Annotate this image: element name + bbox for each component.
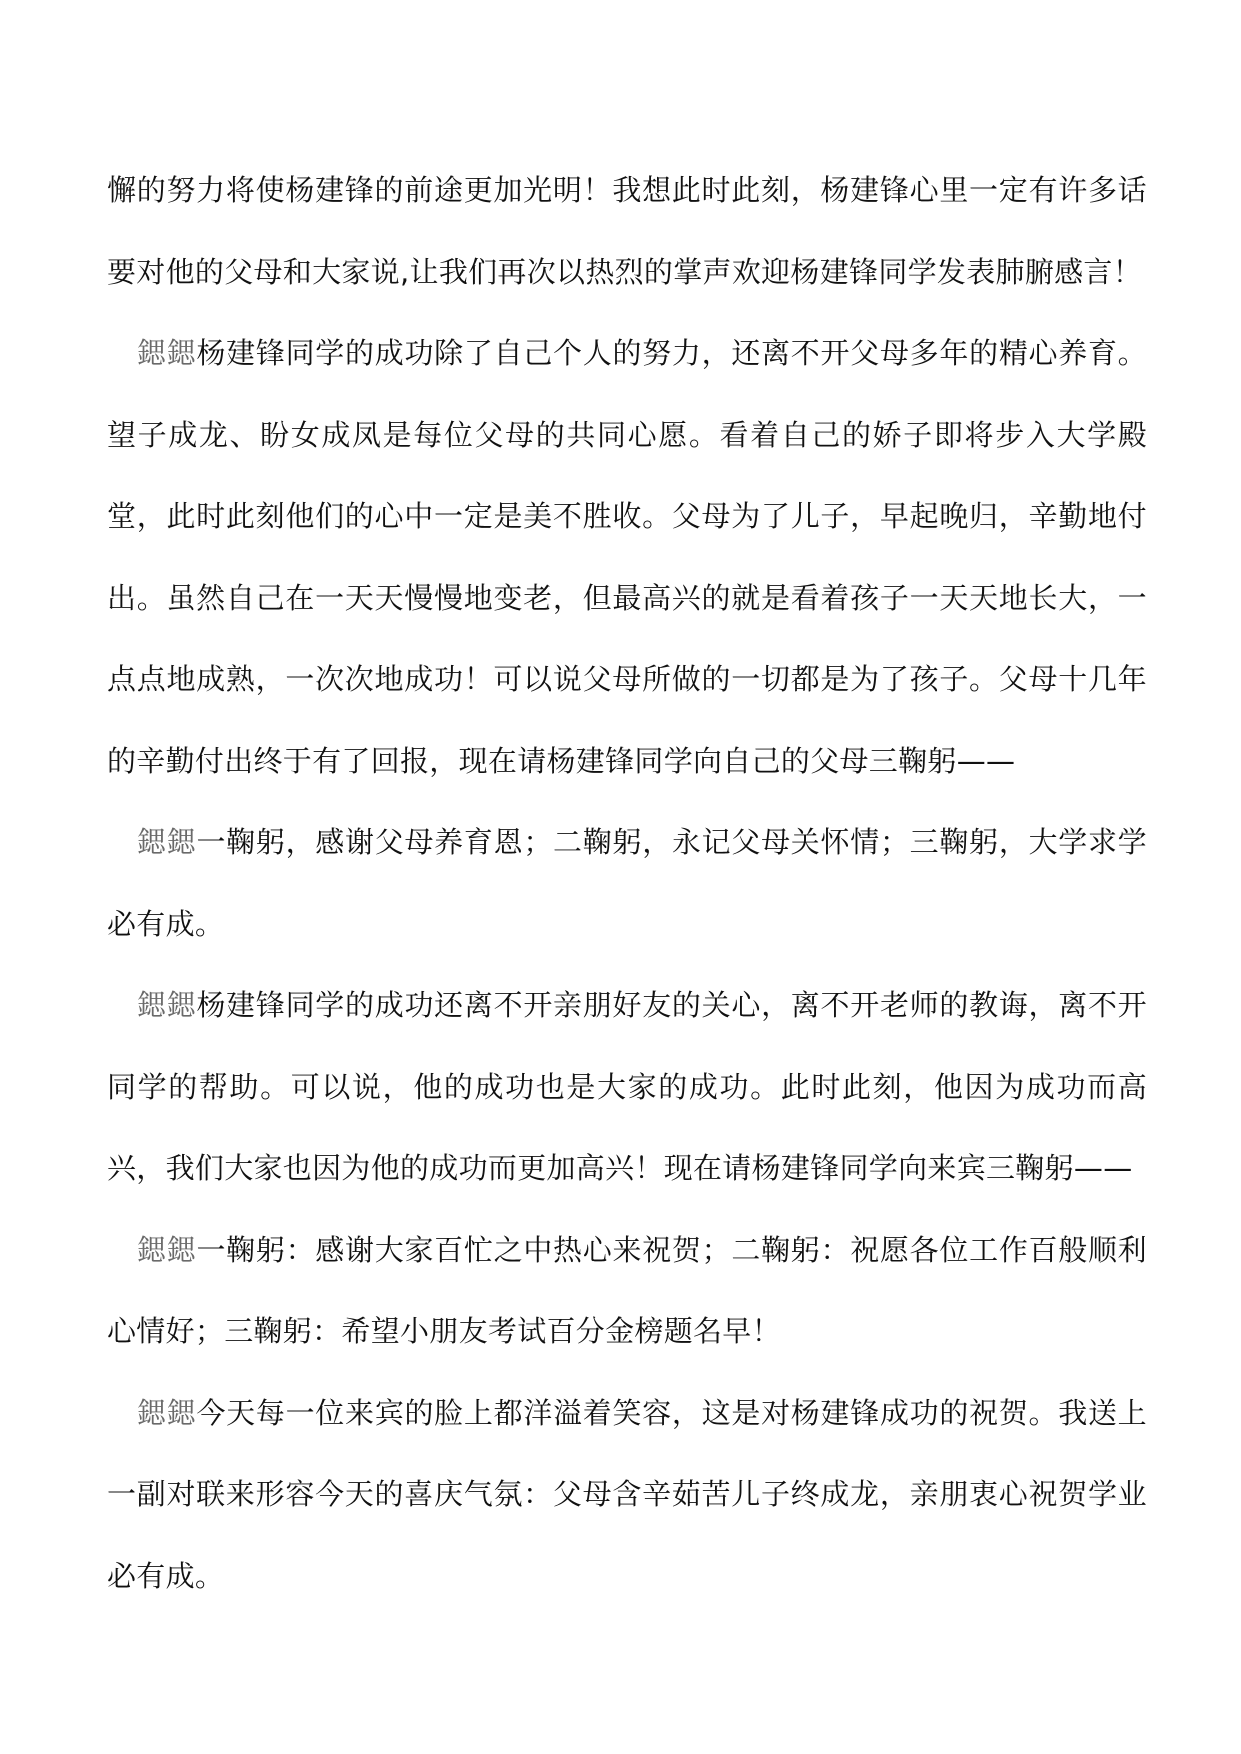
paragraph-mark: 鍶鍶: [137, 988, 197, 1022]
document-body: [107, 150, 1147, 1617]
paragraph-text: 一鞠躬：感谢大家百忙之中热心来祝贺；二鞠躬：祝愿各位工作百般顺利心情好；三鞠躬：希望小朋友考试百分金榜题名早！: [107, 1232, 1147, 1348]
paragraph-text: 今天每一位来宾的脸上都洋溢着笑容，这是对杨建锋成功的祝贺。我送上一副对联来形容今天的喜庆气氛：父母含辛茹苦儿子终成龙，亲朋衷心祝贺学业必有成。: [107, 1395, 1147, 1593]
paragraph-1: [107, 150, 1147, 313]
paragraph-text: 杨建锋同学的成功除了自己个人的努力，还离不开父母多年的精心养育。望子成龙、盼女成凤是每位父母的共同心愿。看着自己的娇子即将步入大学殿堂，此时此刻他们的心中一定是美不胜收。父母为了儿子，早起晚归，辛勤地付出。虽然自己在一天天慢慢地变老，但最高兴的就是看着孩子一天天地长大，一点点地成熟，一次次地成功！可以说父母所做的一切都是为了孩子。父母十几年的辛勤付出终于有了回报，现在请杨建锋同学向自己的父母三鞠躬——: [107, 336, 1147, 778]
paragraph-6: [107, 1373, 1147, 1618]
paragraph-mark: 鍶鍶: [137, 1395, 197, 1430]
paragraph-mark: 鍶鍶: [137, 1232, 197, 1267]
paragraph-text: 懈的努力将使杨建锋的前途更加光明！我想此时此刻，杨建锋心里一定有许多话要对他的父母和大家说,让我们再次以热烈的掌声欢迎杨建锋同学发表肺腑感言！: [107, 173, 1147, 289]
paragraph-text: 杨建锋同学的成功还离不开亲朋好友的关心，离不开老师的教诲，离不开同学的帮助。可以说，他的成功也是大家的成功。此时此刻，他因为成功而高兴，我们大家也因为他的成功而更加高兴！现在请杨建锋同学向来宾三鞠躬——: [107, 988, 1147, 1185]
paragraph-text: 一鞠躬，感谢父母养育恩；二鞠躬，永记父母关怀情；三鞠躬，大学求学必有成。: [107, 825, 1147, 941]
paragraph-mark: 鍶鍶: [137, 336, 197, 370]
paragraph-mark: 鍶鍶: [137, 825, 197, 859]
paragraph-3: [107, 802, 1147, 965]
paragraph-5: [107, 1210, 1147, 1373]
paragraph-4: [107, 965, 1147, 1210]
paragraph-2: [107, 313, 1147, 802]
